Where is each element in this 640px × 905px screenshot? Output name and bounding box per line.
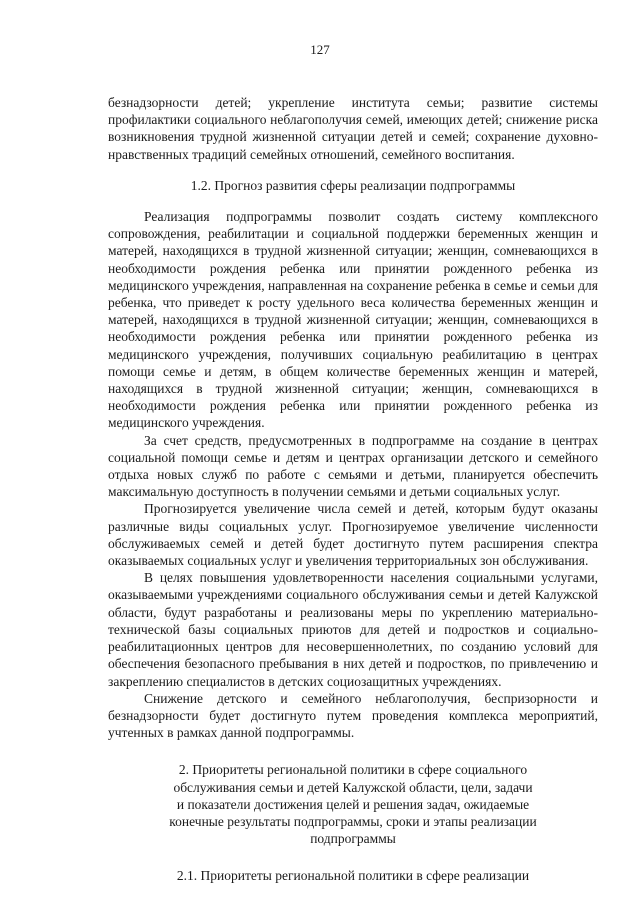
section-heading-2-line: и показатели достижения целей и решения задач, ожидаемые <box>176 796 530 812</box>
document-body <box>108 94 598 903</box>
section-heading-2-1: 2.1. Приоритеты региональной политики в сфере реализации <box>176 868 530 884</box>
paragraph-4: В целях повышения удовлетворенности населения социальными услугами, оказываемыми учреждениями социального обслуживания семьи и детей Калужской области, будут разработаны и реализованы меры по укреплению материально-технической базы социальных приютов для детей и подростков и социально-реабилитационных центров для несовершеннолетних, по созданию условий для обеспечения безопасного пребывания в них детей и подростков, по привлечению и закреплению специалистов в детских социозащитных учреждениях. <box>108 570 598 689</box>
section-heading-2 <box>108 761 598 847</box>
paragraph-2: За счет средств, предусмотренных в подпрограмме на создание в центрах социальной помощи семье и детям и центрах организации детского и семейного отдыха новых служб по работе с семьями и детьми, планируется обеспечить максимальную доступность в получении семьями и детьми социальных услуг. <box>108 432 598 500</box>
paragraph-5: Снижение детского и семейного неблагополучия, беспризорности и безнадзорности будет достигнуто путем проведения комплекса мероприятий, учтенных в рамках данной подпрограммы. <box>108 690 598 741</box>
section-heading-1-2: 1.2. Прогноз развития сферы реализации подпрограммы <box>190 177 516 193</box>
paragraph-3: Прогнозируется увеличение числа семей и детей, которым будут оказаны различные виды социальных услуг. Прогнозируемое увеличение численности обслуживаемых семей и детей будет достигнуто путем расширения спектра оказываемых социальных услуг и увеличения территориальных зон обслуживания. <box>108 501 598 569</box>
section-heading-2-line: 2. Приоритеты региональной политики в сфере социального <box>178 762 528 778</box>
section-heading-2-line: обслуживания семьи и детей Калужской области, цели, задачи <box>173 779 533 795</box>
page-number: 127 <box>310 42 330 57</box>
section-heading-2-line: конечные результаты подпрограммы, сроки и этапы реализации <box>169 813 537 829</box>
paragraph-1: Реализация подпрограммы позволит создать систему комплексного сопровождения, реабилитации и социальной поддержки беременных женщин и матерей, находящихся в трудной жизненной ситуации; женщин, сомневающихся в необходимости рождения ребенка или принятии рожденного ребенка из медицинского учреждения, направленная на сохранение ребенка в семье и семьи для ребенка, что приведет к росту удельного веса количества беременных женщин и матерей, находящихся в трудной жизненной ситуации; женщин, сомневающихся в необходимости рождения ребенка или принятии рожденного ребенка из медицинского учреждения, получивших социальную реабилитацию в центрах помощи семье и детям, в общем количестве беременных женщин и матерей, находящихся в трудной жизненной ситуации; женщин, сомневающихся в необходимости рождения ребенка или принятии рожденного ребенка из медицинского учреждения. <box>108 209 598 431</box>
paragraph-continuation: безнадзорности детей; укрепление института семьи; развитие системы профилактики социального неблагополучия семей, имеющих детей; снижение риска возникновения трудной жизненной ситуации детей и семей; сохранение духовно-нравственных традиций семейных отношений, семейного воспитания. <box>108 95 598 162</box>
section-heading-2-line: подпрограммы <box>310 831 396 847</box>
